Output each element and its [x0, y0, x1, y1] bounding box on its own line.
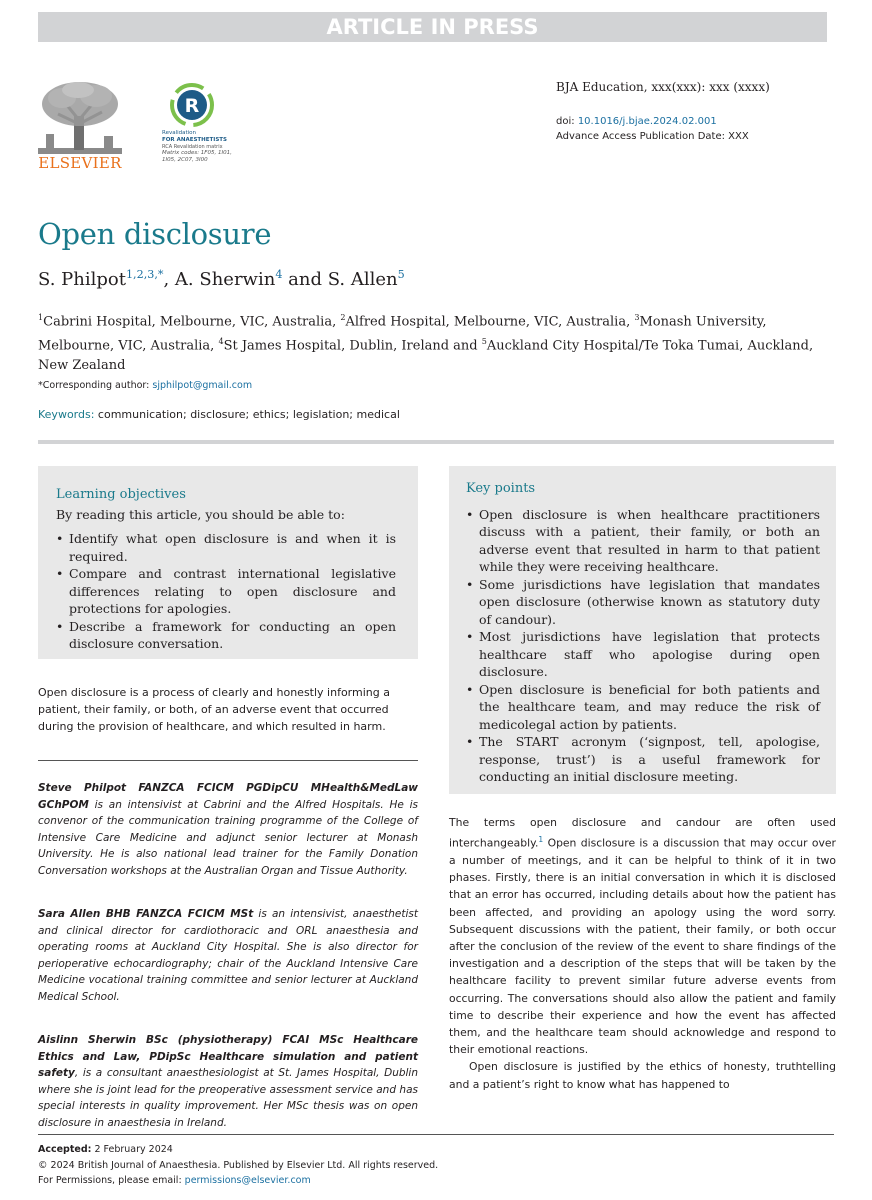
revalidation-matrix-codes: Matrix codes: 1F05, 1I01, 1I05, 2C07, 3I00 — [162, 150, 232, 163]
accepted-date: 2 February 2024 — [94, 1144, 173, 1155]
list-item: • Some jurisdictions have legislation that mandates open disclosure (otherwise known as statutory duty of candour). — [466, 576, 820, 629]
revalidation-matrix-title: RCA Revalidation matrix — [162, 144, 223, 150]
body-text-segment: Open disclosure is a discussion that may occur over a number of meetings, and it can be helpful to think of it in two phases. Firstly, there is an initial conversation in which it is disclosed that an error has occurred, including details about how the patient has been affected, and providing an apology using the word sorry. Subsequent discussions with the patient, their family, or both occur after the conclusion of the review of the event to share findings of the investigation and a description of the steps that will be taken by the healthcare facility to prevent similar future adverse events from occurring. The conversations should also allow the patient and family time to describe their experience and how the event has affected them, and the healthcare team should acknowledge and respond to their emotional reactions. — [449, 836, 836, 1057]
accepted-label: Accepted: — [38, 1144, 92, 1155]
footer — [38, 1142, 438, 1189]
author-separator: , — [163, 269, 175, 290]
learning-objectives-box — [38, 466, 418, 659]
list-item: • Most jurisdictions have legislation that protects healthcare staff who apologise during open disclosure. — [466, 628, 820, 681]
elsevier-tree-icon — [38, 80, 122, 154]
journal-citation: BJA Education, xxx(xxx): xxx (xxxx) — [556, 80, 770, 94]
author-affiliation-link[interactable]: 4 — [275, 268, 283, 281]
footer-divider — [38, 1134, 834, 1135]
affiliation-text: Auckland City Hospital/Te Toka Tumai, Auckland, New Zealand — [38, 338, 814, 373]
corresponding-label: *Corresponding author: — [38, 380, 153, 391]
affiliation-number: 5 — [481, 336, 487, 346]
author-separator: and — [282, 269, 328, 290]
corresponding-email-link[interactable]: sjphilpot@gmail.com — [152, 380, 253, 391]
svg-text:R: R — [184, 95, 200, 117]
reference-link[interactable]: 1 — [538, 835, 544, 845]
article-in-press-banner: ARTICLE IN PRESS — [38, 12, 827, 42]
list-item: • Identify what open disclosure is and when it is required. — [56, 530, 396, 565]
advance-access-date: Advance Access Publication Date: XXX — [556, 131, 749, 142]
keywords-list: communication; disclosure; ethics; legislation; medical — [97, 408, 400, 421]
author-affiliation-link[interactable]: 1,2,3,* — [125, 268, 164, 281]
revalidation-brand: Revalidation — [162, 130, 197, 136]
list-item: • Open disclosure is beneficial for both patients and the healthcare team, and may reduce the risk of medicolegal action by patients. — [466, 681, 820, 734]
doi-link[interactable]: 10.1016/j.bjae.2024.02.001 — [577, 116, 717, 127]
elsevier-logo[interactable] — [38, 80, 122, 172]
affiliation-number: 2 — [340, 313, 346, 322]
learning-objectives-heading: Learning objectives — [56, 487, 186, 502]
author-name: S. Allen — [327, 269, 398, 290]
author-name: S. Philpot — [38, 269, 126, 290]
author-bio — [38, 1032, 418, 1131]
accepted-line — [38, 1142, 438, 1158]
copyright: © 2024 British Journal of Anaesthesia. Published by Elsevier Ltd. All rights reserved. — [38, 1159, 439, 1171]
author-bio — [38, 906, 418, 1005]
body-paragraph — [449, 814, 836, 1058]
list-item: • Compare and contrast international legislative differences relating to open disclosure and protections for apologies. — [56, 565, 396, 618]
header-divider — [38, 440, 834, 444]
keywords — [38, 408, 400, 421]
bio-name: Aislinn Sherwin BSc (physiotherapy) FCAI MSc Healthcare Ethics and Law, PDipSc Healthcare simulation and patient safety — [38, 1034, 418, 1079]
revalidation-r-icon — [170, 83, 214, 127]
permissions-label: For Permissions, please email: — [38, 1175, 185, 1186]
elsevier-wordmark: ELSEVIER — [38, 154, 122, 172]
journal-info — [556, 80, 836, 144]
doi-line — [556, 114, 836, 129]
article-title: Open disclosure — [38, 217, 272, 251]
author-bio — [38, 780, 418, 879]
keywords-label: Keywords: — [38, 408, 95, 421]
author-affiliation-link[interactable]: 5 — [397, 268, 405, 281]
doi-label: doi: — [556, 116, 575, 127]
revalidation-logo[interactable] — [148, 83, 238, 178]
affiliation-number: 1 — [38, 313, 44, 322]
bio-text: , is a consultant anaesthesiologist at St. James Hospital, Dublin where she is joint lead for the preoperative assessment service and has special interests in quality improvement. Her MSc thesis was on open disclosure in anaesthesia in Ireland. — [38, 1067, 418, 1129]
bio-name: Steve Philpot FANZCA FCICM PGDipCU MHealth&MedLaw GChPOM — [38, 782, 418, 811]
author-list — [38, 268, 405, 290]
corresponding-author — [38, 380, 252, 391]
learning-objectives-list — [56, 530, 396, 653]
affiliations — [38, 308, 838, 375]
permissions-line — [38, 1173, 438, 1189]
permissions-email-link[interactable]: permissions@elsevier.com — [184, 1175, 311, 1186]
affiliation-text: Cabrini Hospital, Melbourne, VIC, Australia, — [43, 314, 341, 330]
list-item: • The START acronym (‘signpost, tell, apologise, response, trust’) is a useful framework for conducting an initial disclosure meeting. — [466, 733, 820, 786]
key-points-box — [449, 466, 836, 794]
author-name: A. Sherwin — [174, 269, 276, 290]
affiliation-text: Monash University, Melbourne, VIC, Australia, — [38, 314, 767, 354]
body-text-segment: The terms open disclosure and candour are often used interchangeably. — [449, 816, 836, 850]
learning-objectives-intro: By reading this article, you should be able to: — [56, 506, 345, 522]
key-points-heading: Key points — [466, 481, 536, 496]
bio-text: is an intensivist, anaesthetist and clinical director for cardiothoracic and ORL anaesthesia and operating rooms at Auckland City Hospital. She is also director for perioperative echocardiography; chair of the Auckland Intensive Care Medicine vocational training committee and senior lecturer at Auckland Medical School. — [38, 908, 418, 1003]
abstract: Open disclosure is a process of clearly and honestly informing a patient, their family, or both, of an adverse event that occurred during the provision of healthcare, and which resulted in harm. — [38, 686, 390, 733]
key-points-list — [466, 506, 820, 786]
affiliation-text: Alfred Hospital, Melbourne, VIC, Australia, — [345, 314, 635, 330]
affiliation-number: 3 — [634, 313, 640, 322]
body-paragraph: Open disclosure is justified by the ethics of honesty, truthtelling and a patient’s right to know what has happened to — [449, 1060, 836, 1091]
bio-text: is an intensivist at Cabrini and the Alfred Hospitals. He is convenor of the communication training programme of the College of Intensive Care Medicine and adjunct senior lecturer at Monash University. He is also national lead trainer for the Family Donation Conversation workshops at the Australian Organ and Tissue Authority. — [38, 798, 418, 877]
list-item: • Describe a framework for conducting an open disclosure conversation. — [56, 618, 396, 653]
list-item: • Open disclosure is when healthcare practitioners discuss with a patient, their family, or both an adverse event that resulted in harm to that patient while they were receiving healthcare. — [466, 506, 820, 576]
affiliation-number: 4 — [218, 336, 224, 346]
revalidation-subtitle: FOR ANAESTHETISTS — [162, 137, 228, 143]
abstract-divider — [38, 760, 418, 761]
body-text — [449, 814, 836, 1093]
affiliation-text: St James Hospital, Dublin, Ireland and — [223, 338, 482, 354]
bio-name: Sara Allen BHB FANZCA FCICM MSt — [38, 908, 254, 920]
